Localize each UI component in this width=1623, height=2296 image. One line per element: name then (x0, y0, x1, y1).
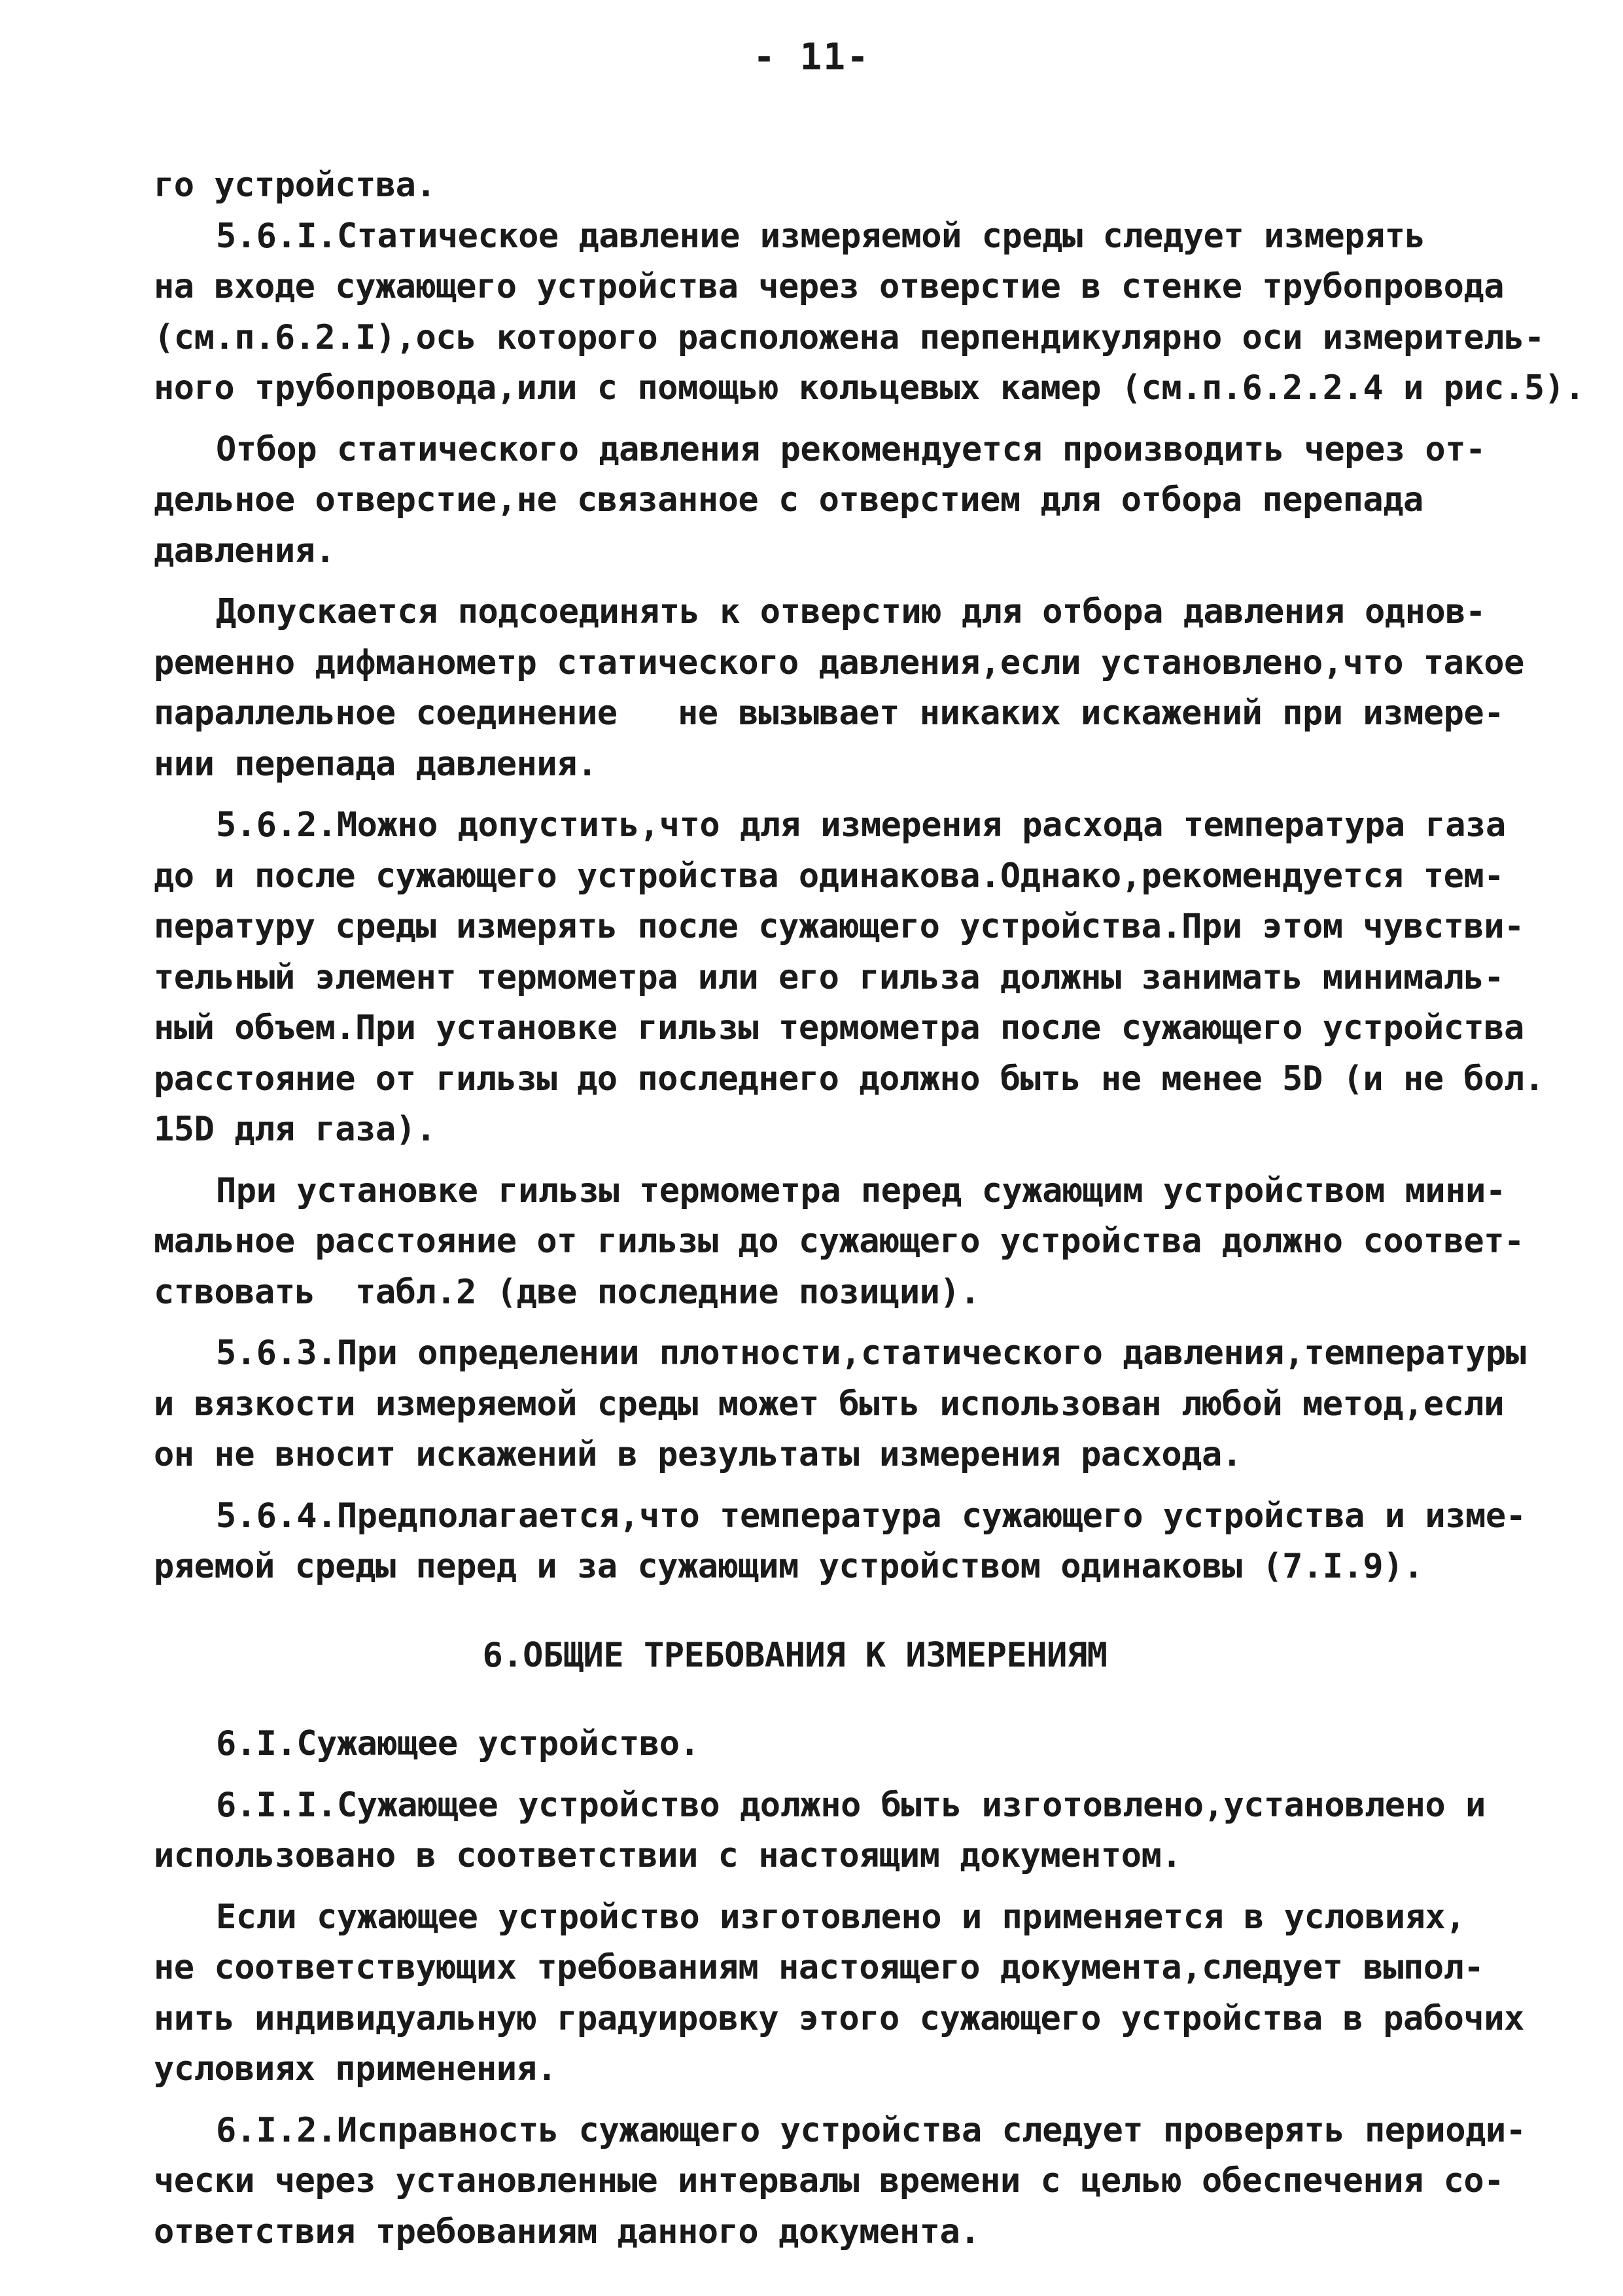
text-line: 5.6.4.Предполагается,что температура сужающего устройства и изме- (216, 1496, 1526, 1536)
paragraph-gap (154, 1481, 1541, 1491)
paragraph-gap (154, 1882, 1541, 1892)
text-line: ствовать табл.2 (две последние позиции). (154, 1272, 981, 1312)
text-line: 5.6.2.Можно допустить,что для измерения расхода температура газа (216, 805, 1506, 845)
text-line: условиях применения. (154, 2049, 557, 2089)
text-line: 5.6.I.Статическое давление измеряемой среды следует измерять (216, 216, 1425, 256)
paragraph-gap (154, 1770, 1541, 1780)
paragraph-gap (154, 414, 1541, 425)
section-gap (154, 1593, 1541, 1631)
text-line: 5.6.3.При определении плотности,статического давления,температуры (216, 1333, 1526, 1373)
text-line: ряемой среды перед и за сужающим устройством одинаковы (7.I.9). (154, 1547, 1423, 1586)
text-line: 6.I.Сужающее устройство. (216, 1724, 700, 1763)
text-line: до и после сужающего устройства одинакова.Однако,рекомендуется тем- (154, 856, 1505, 896)
paragraph-gap (154, 576, 1541, 587)
paragraph-gap (154, 1318, 1541, 1328)
text-line: расстояние от гильзы до последнего должно быть не менее 5D (и не бол. (154, 1059, 1544, 1099)
text-line: 6.I.2.Исправность сужающего устройства следует проверять периоди- (216, 2110, 1526, 2150)
section-gap (154, 1681, 1541, 1719)
paragraph-gap (154, 1156, 1541, 1166)
text-line: параллельное соединение не вызывает никаких искажений при измере- (154, 694, 1505, 733)
text-line: нии перепада давления. (154, 744, 597, 784)
section-heading: 6.ОБЩИЕ ТРЕБОВАНИЯ К ИЗМЕРЕНИЯМ (482, 1635, 1108, 1675)
text-line: ответствия требованиям данного документа. (154, 2212, 981, 2252)
text-line: 15D для газа). (154, 1110, 436, 1149)
text-line: ременно дифманометр статического давления,если установлено,что такое (154, 643, 1524, 682)
text-line: ного трубопровода,или с помощью кольцевых камер (см.п.6.2.2.4 и рис.5). (154, 368, 1585, 408)
text-line: мальное расстояние от гильзы до сужающего устройства должно соответ- (154, 1222, 1524, 1261)
paragraph-gap (154, 790, 1541, 800)
page-number: - 11- (753, 36, 870, 79)
text-line: не соответствующих требованиям настоящего документа,следует выпол- (154, 1948, 1484, 1987)
text-line: и вязкости измеряемой среды может быть использован любой метод,если (154, 1384, 1505, 1424)
text-line: го устройства. (154, 166, 436, 205)
text-line: ный объем.При установке гильзы термометра после сужающего устройства (154, 1008, 1524, 1048)
text-line: При установке гильзы термометра перед сужающим устройством мини- (216, 1171, 1506, 1210)
text-line: 6.I.I.Сужающее устройство должно быть изготовлено,установлено и (216, 1785, 1486, 1825)
text-line: Отбор статического давления рекомендуется производить через от- (216, 429, 1486, 469)
document-body (154, 160, 1585, 2257)
text-line: (см.п.6.2.I),ось которого расположена перпендикулярно оси измеритель- (154, 317, 1544, 357)
text-line: Допускается подсоединять к отверстию для отбора давления однов- (216, 592, 1486, 631)
text-line: пературу среды измерять после сужающего устройства.При этом чувстви- (154, 907, 1524, 946)
paragraph-gap (154, 2095, 1541, 2106)
text-line: использовано в соответствии с настоящим документом. (154, 1836, 1182, 1875)
text-line: давления. (154, 531, 336, 571)
text-line: нить индивидуальную градуировку этого сужающего устройства в рабочих (154, 1998, 1524, 2038)
text-line: дельное отверстие,не связанное с отверстием для отбора перепада (154, 480, 1423, 520)
text-line: Если сужающее устройство изготовлено и применяется в условиях, (216, 1897, 1466, 1937)
text-line: на входе сужающего устройства через отверстие в стенке трубопровода (154, 267, 1505, 306)
text-line: чески через установленные интервалы времени с целью обеспечения со- (154, 2161, 1505, 2200)
text-line: тельный элемент термометра или его гильза должны занимать минималь- (154, 957, 1505, 997)
text-line: он не вносит искажений в результаты измерения расхода. (154, 1435, 1242, 1474)
